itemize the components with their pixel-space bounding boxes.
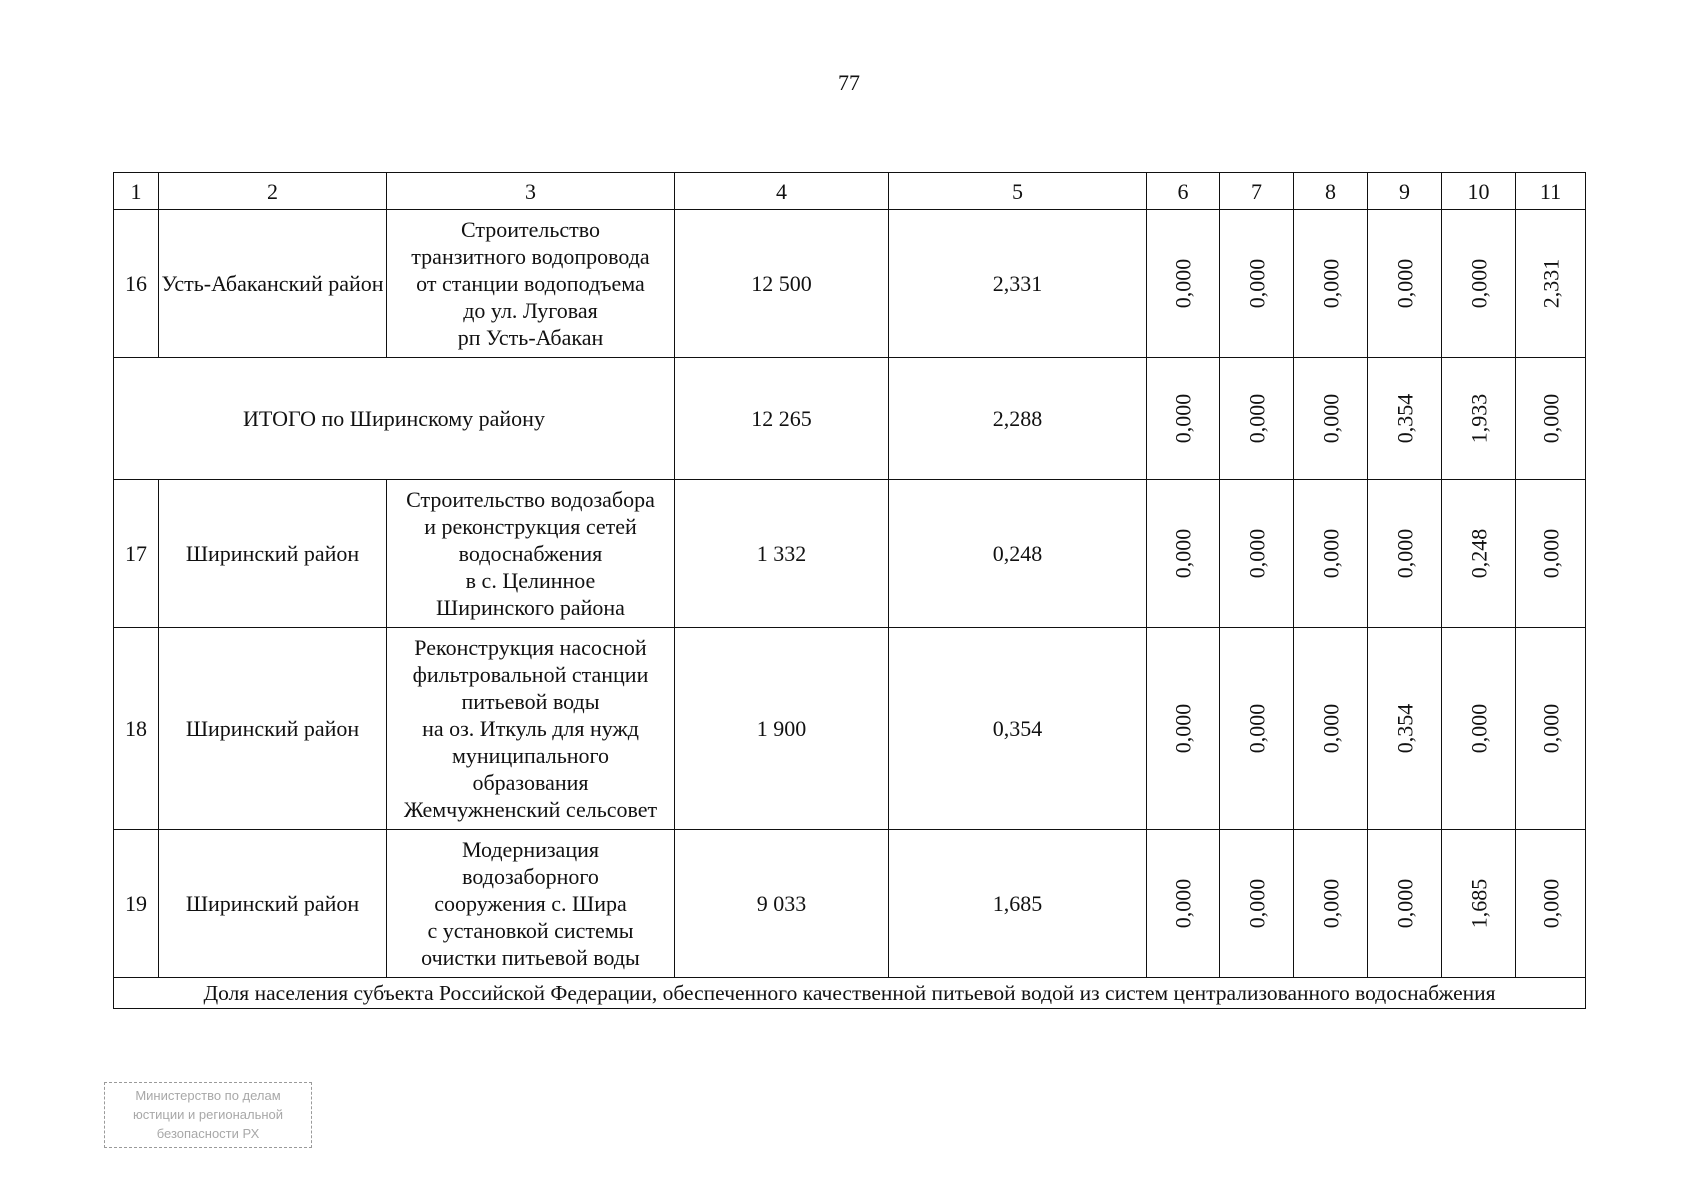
footer-row [114,978,1586,1009]
column-header: 4 [675,173,889,210]
year-value [1294,830,1368,978]
description-line: на оз. Иткуль для нужд [422,716,639,741]
description-line: Строительство [460,217,601,242]
cost-value: 1 332 [675,480,889,628]
column-header: 11 [1516,173,1586,210]
description-line: с установкой системы [427,918,634,943]
row-number: 17 [114,480,159,628]
description-line: муниципального [451,743,609,768]
rotated-value: 0,000 [1244,258,1269,309]
row-number: 18 [114,628,159,830]
amount-value: 2,288 [889,358,1147,480]
project-description [387,480,675,628]
year-value [1294,358,1368,480]
rotated-value: 0,000 [1538,393,1563,444]
rotated-value: 0,000 [1538,703,1563,754]
rotated-value: 0,354 [1392,393,1417,444]
stamp-line: Министерство по делам [135,1088,281,1103]
description-line: и реконструкция сетей [424,514,637,539]
year-value [1294,480,1368,628]
description-line: рп Усть-Абакан [457,325,604,350]
rotated-value: 2,331 [1538,258,1563,309]
rotated-value: 0,000 [1244,528,1269,579]
district-name: Ширинский район [159,830,387,978]
table-row [114,480,1586,628]
year-value [1147,830,1220,978]
column-header: 2 [159,173,387,210]
year-value [1442,210,1516,358]
rotated-value: 0,000 [1170,528,1196,579]
cost-value: 12 265 [675,358,889,480]
year-value [1368,358,1442,480]
year-value [1294,628,1368,830]
rotated-value: 0,000 [1318,528,1343,579]
page-number: 77 [838,70,860,95]
description-line: образования [472,770,589,795]
data-table [113,172,1586,1009]
column-header: 5 [889,173,1147,210]
year-value [1516,628,1586,830]
description-line: Строительство водозабора [406,487,655,512]
description-line: Жемчужненский сельсовет [403,797,658,822]
rotated-value: 0,000 [1538,528,1563,579]
year-value [1220,358,1294,480]
year-value [1368,210,1442,358]
rotated-value: 0,000 [1170,258,1196,309]
year-value [1442,830,1516,978]
rotated-value: 0,248 [1466,528,1491,579]
rotated-value: 1,685 [1466,878,1491,929]
rotated-value: 0,000 [1318,258,1343,309]
rotated-value: 0,000 [1244,878,1269,929]
total-label: ИТОГО по Ширинскому району [114,358,675,480]
rotated-value: 0,000 [1318,703,1343,754]
column-header: 6 [1147,173,1220,210]
description-line: питьевой воды [461,689,600,714]
year-value [1516,358,1586,480]
rotated-value: 0,000 [1170,703,1196,754]
description-line: водоснабжения [458,541,603,566]
row-number: 19 [114,830,159,978]
rotated-value: 0,000 [1466,258,1491,309]
district-name: Усть-Абаканский район [159,210,387,358]
description-line: Реконструкция насосной [414,635,647,660]
amount-value: 1,685 [889,830,1147,978]
table-row [114,210,1586,358]
rotated-value: 0,000 [1244,393,1269,444]
district-name: Ширинский район [159,480,387,628]
stamp-line: безопасности РХ [156,1126,260,1141]
rotated-value: 0,000 [1466,703,1491,754]
column-header: 7 [1220,173,1294,210]
amount-value: 0,248 [889,480,1147,628]
district-name: Ширинский район [159,628,387,830]
year-value [1368,480,1442,628]
footer-note: Доля населения субъекта Российской Федерации, обеспеченного качественной питьевой водой из систем централизованного водоснабжения [114,978,1586,1009]
description-line: от станции водоподъема [416,271,645,296]
description-line: Модернизация [461,837,599,862]
rotated-value: 0,000 [1392,528,1417,579]
rotated-value: 0,000 [1318,393,1343,444]
description-line: Ширинского района [436,595,625,620]
table-row [114,628,1586,830]
stamp-line: юстиции и региональной [132,1107,284,1122]
year-value [1147,358,1220,480]
rotated-value: 0,354 [1392,703,1417,754]
description-line: водозаборного [462,864,599,889]
column-header: 9 [1368,173,1442,210]
project-description [387,830,675,978]
description-line: очистки питьевой воды [421,945,640,970]
rotated-value: 0,000 [1392,878,1417,929]
rotated-value: 0,000 [1170,878,1196,929]
column-header: 10 [1442,173,1516,210]
amount-value: 0,354 [889,628,1147,830]
year-value [1147,480,1220,628]
year-value [1220,830,1294,978]
year-value [1442,480,1516,628]
rotated-value: 0,000 [1538,878,1563,929]
year-value [1516,480,1586,628]
description-line: до ул. Луговая [463,298,598,323]
year-value [1368,830,1442,978]
year-value [1368,628,1442,830]
project-description [387,210,675,358]
year-value [1516,830,1586,978]
cost-value: 12 500 [675,210,889,358]
rotated-value: 1,933 [1466,393,1491,444]
project-description [387,628,675,830]
rotated-value: 0,000 [1244,703,1269,754]
year-value [1147,210,1220,358]
header-row [114,173,1586,210]
description-line: сооружения с. Шира [434,891,627,916]
total-row [114,358,1586,480]
year-value [1442,628,1516,830]
cost-value: 1 900 [675,628,889,830]
cost-value: 9 033 [675,830,889,978]
rotated-value: 0,000 [1392,258,1417,309]
description-line: транзитного водопровода [411,244,650,269]
amount-value: 2,331 [889,210,1147,358]
description-line: фильтровальной станции [412,662,649,687]
rotated-value: 0,000 [1318,878,1343,929]
rotated-value: 0,000 [1170,393,1196,444]
column-header: 8 [1294,173,1368,210]
row-number: 16 [114,210,159,358]
year-value [1147,628,1220,830]
year-value [1220,480,1294,628]
registration-stamp [104,1082,312,1148]
column-header: 3 [387,173,675,210]
table-row [114,830,1586,978]
description-line: в с. Целинное [465,568,596,593]
year-value [1220,210,1294,358]
year-value [1442,358,1516,480]
year-value [1220,628,1294,830]
year-value [1516,210,1586,358]
column-header: 1 [114,173,159,210]
year-value [1294,210,1368,358]
